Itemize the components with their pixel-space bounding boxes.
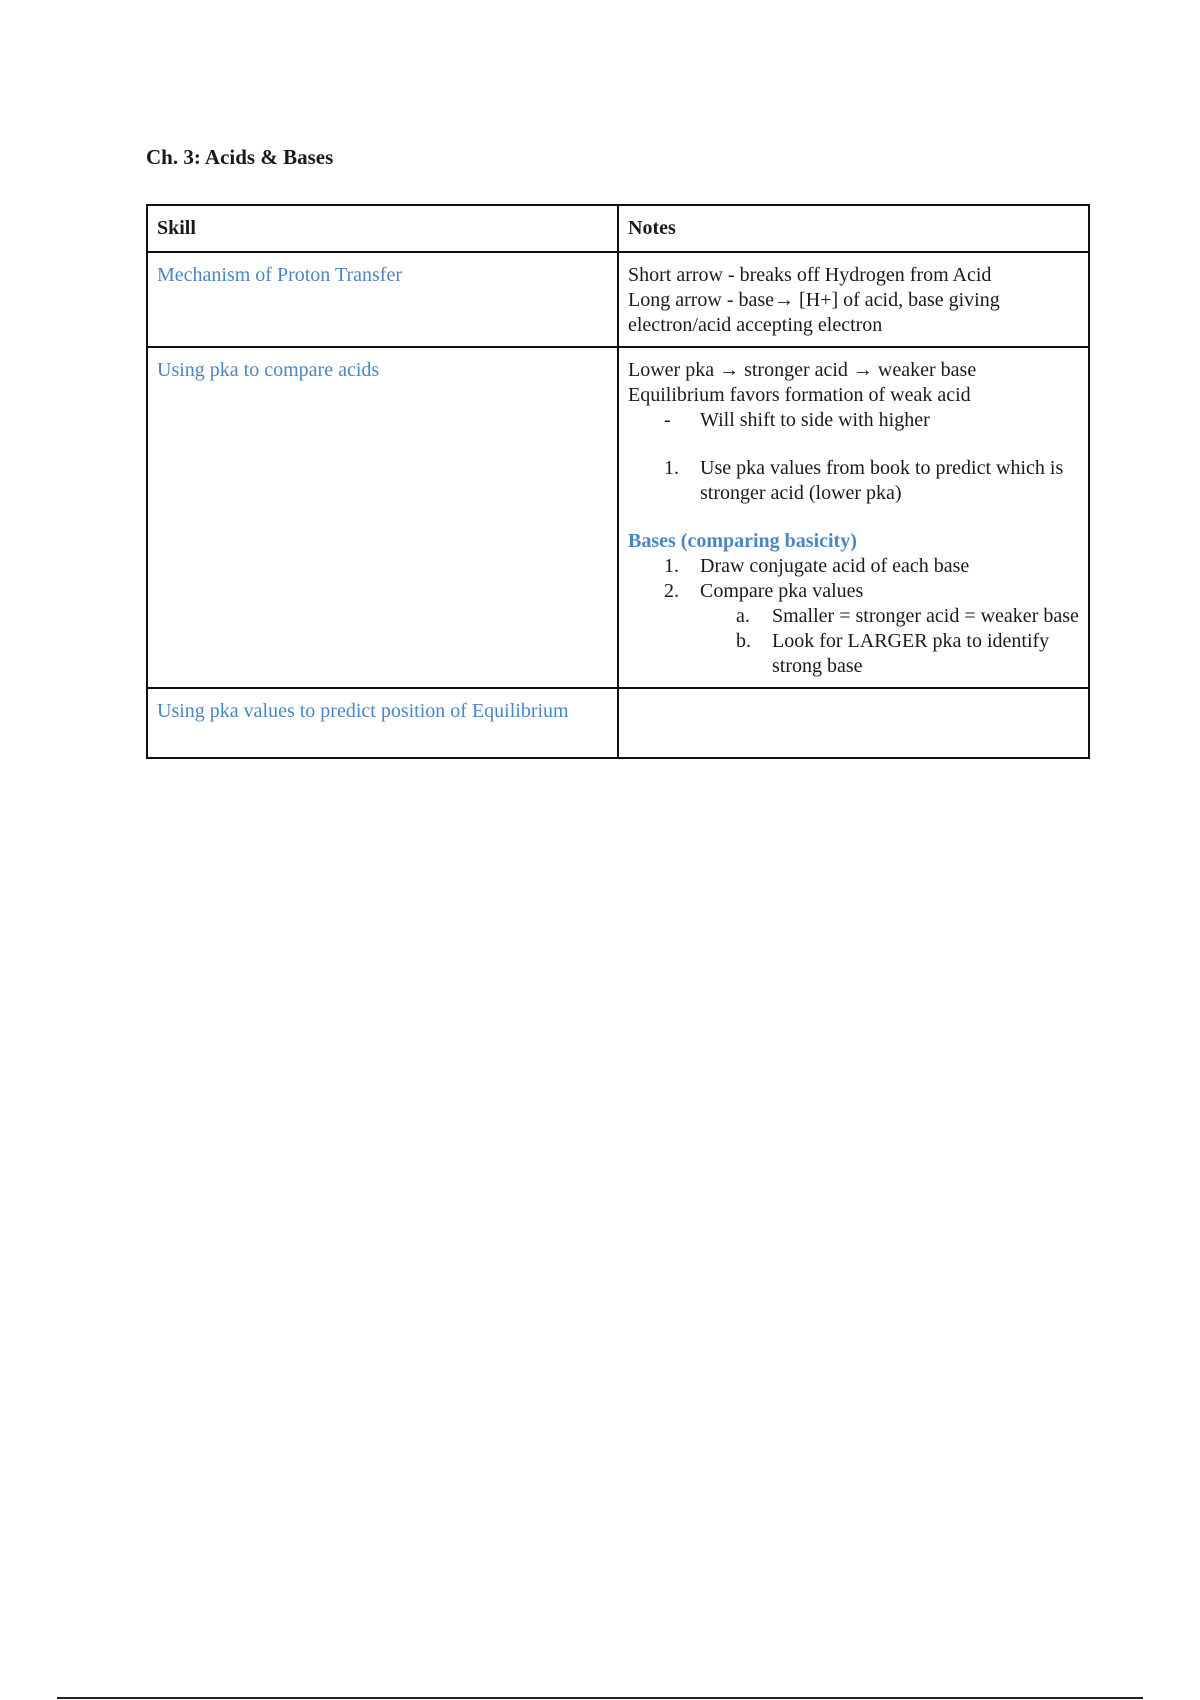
number-marker: 1. [664, 457, 679, 479]
note-line: Short arrow - breaks off Hydrogen from Acid [628, 264, 992, 286]
list-item-text: Compare pka values [700, 580, 864, 602]
note-line: Long arrow - base→ [H+] of acid, base giving electron/acid accepting electron [628, 289, 1000, 336]
list-item-text: Smaller = stronger acid = weaker base [772, 605, 1079, 627]
skill-cell [147, 688, 618, 758]
skill-link-compare-acids[interactable]: Using pka to compare acids [157, 359, 380, 381]
bullet-marker: - [664, 409, 671, 431]
list-item-text: Look for LARGER pka to identify strong base [772, 630, 1050, 677]
bases-substeps-list [700, 604, 1079, 679]
list-item [700, 604, 1079, 629]
list-item [628, 554, 1079, 579]
list-item-text: Use pka values from book to predict which is stronger acid (lower pka) [700, 457, 1064, 504]
note-line: Lower pka → stronger acid → weaker base [628, 359, 977, 381]
page-bottom-rule [57, 1697, 1143, 1699]
table-row [147, 347, 1089, 688]
list-item [628, 456, 1079, 506]
letter-marker: b. [736, 630, 751, 652]
table-row [147, 688, 1089, 758]
note-line: Equilibrium favors formation of weak acid [628, 384, 971, 406]
skills-notes-table [146, 204, 1090, 759]
header-notes: Notes [618, 205, 1089, 252]
skill-cell [147, 347, 618, 688]
table-row [147, 252, 1089, 347]
list-item-text: Will shift to side with higher [700, 409, 930, 431]
number-marker: 1. [664, 555, 679, 577]
list-item [628, 579, 1079, 679]
skill-link-predict-equilibrium[interactable]: Using pka values to predict position of Equilibrium [157, 700, 569, 722]
letter-marker: a. [736, 605, 750, 627]
skill-cell [147, 252, 618, 347]
page-title: Ch. 3: Acids & Bases [146, 145, 334, 169]
list-item-text: Draw conjugate acid of each base [700, 555, 970, 577]
bases-steps-list [628, 554, 1079, 679]
notes-cell-empty[interactable] [618, 688, 1089, 758]
bullet-list [628, 408, 1079, 433]
numbered-list [628, 456, 1079, 506]
list-item [628, 408, 1079, 433]
notes-cell [618, 252, 1089, 347]
bases-heading: Bases (comparing basicity) [628, 530, 857, 552]
table-header-row [147, 205, 1089, 252]
skill-link-proton-transfer[interactable]: Mechanism of Proton Transfer [157, 264, 402, 286]
header-skill: Skill [147, 205, 618, 252]
notes-cell [618, 347, 1089, 688]
list-item [700, 629, 1079, 679]
number-marker: 2. [664, 580, 679, 602]
